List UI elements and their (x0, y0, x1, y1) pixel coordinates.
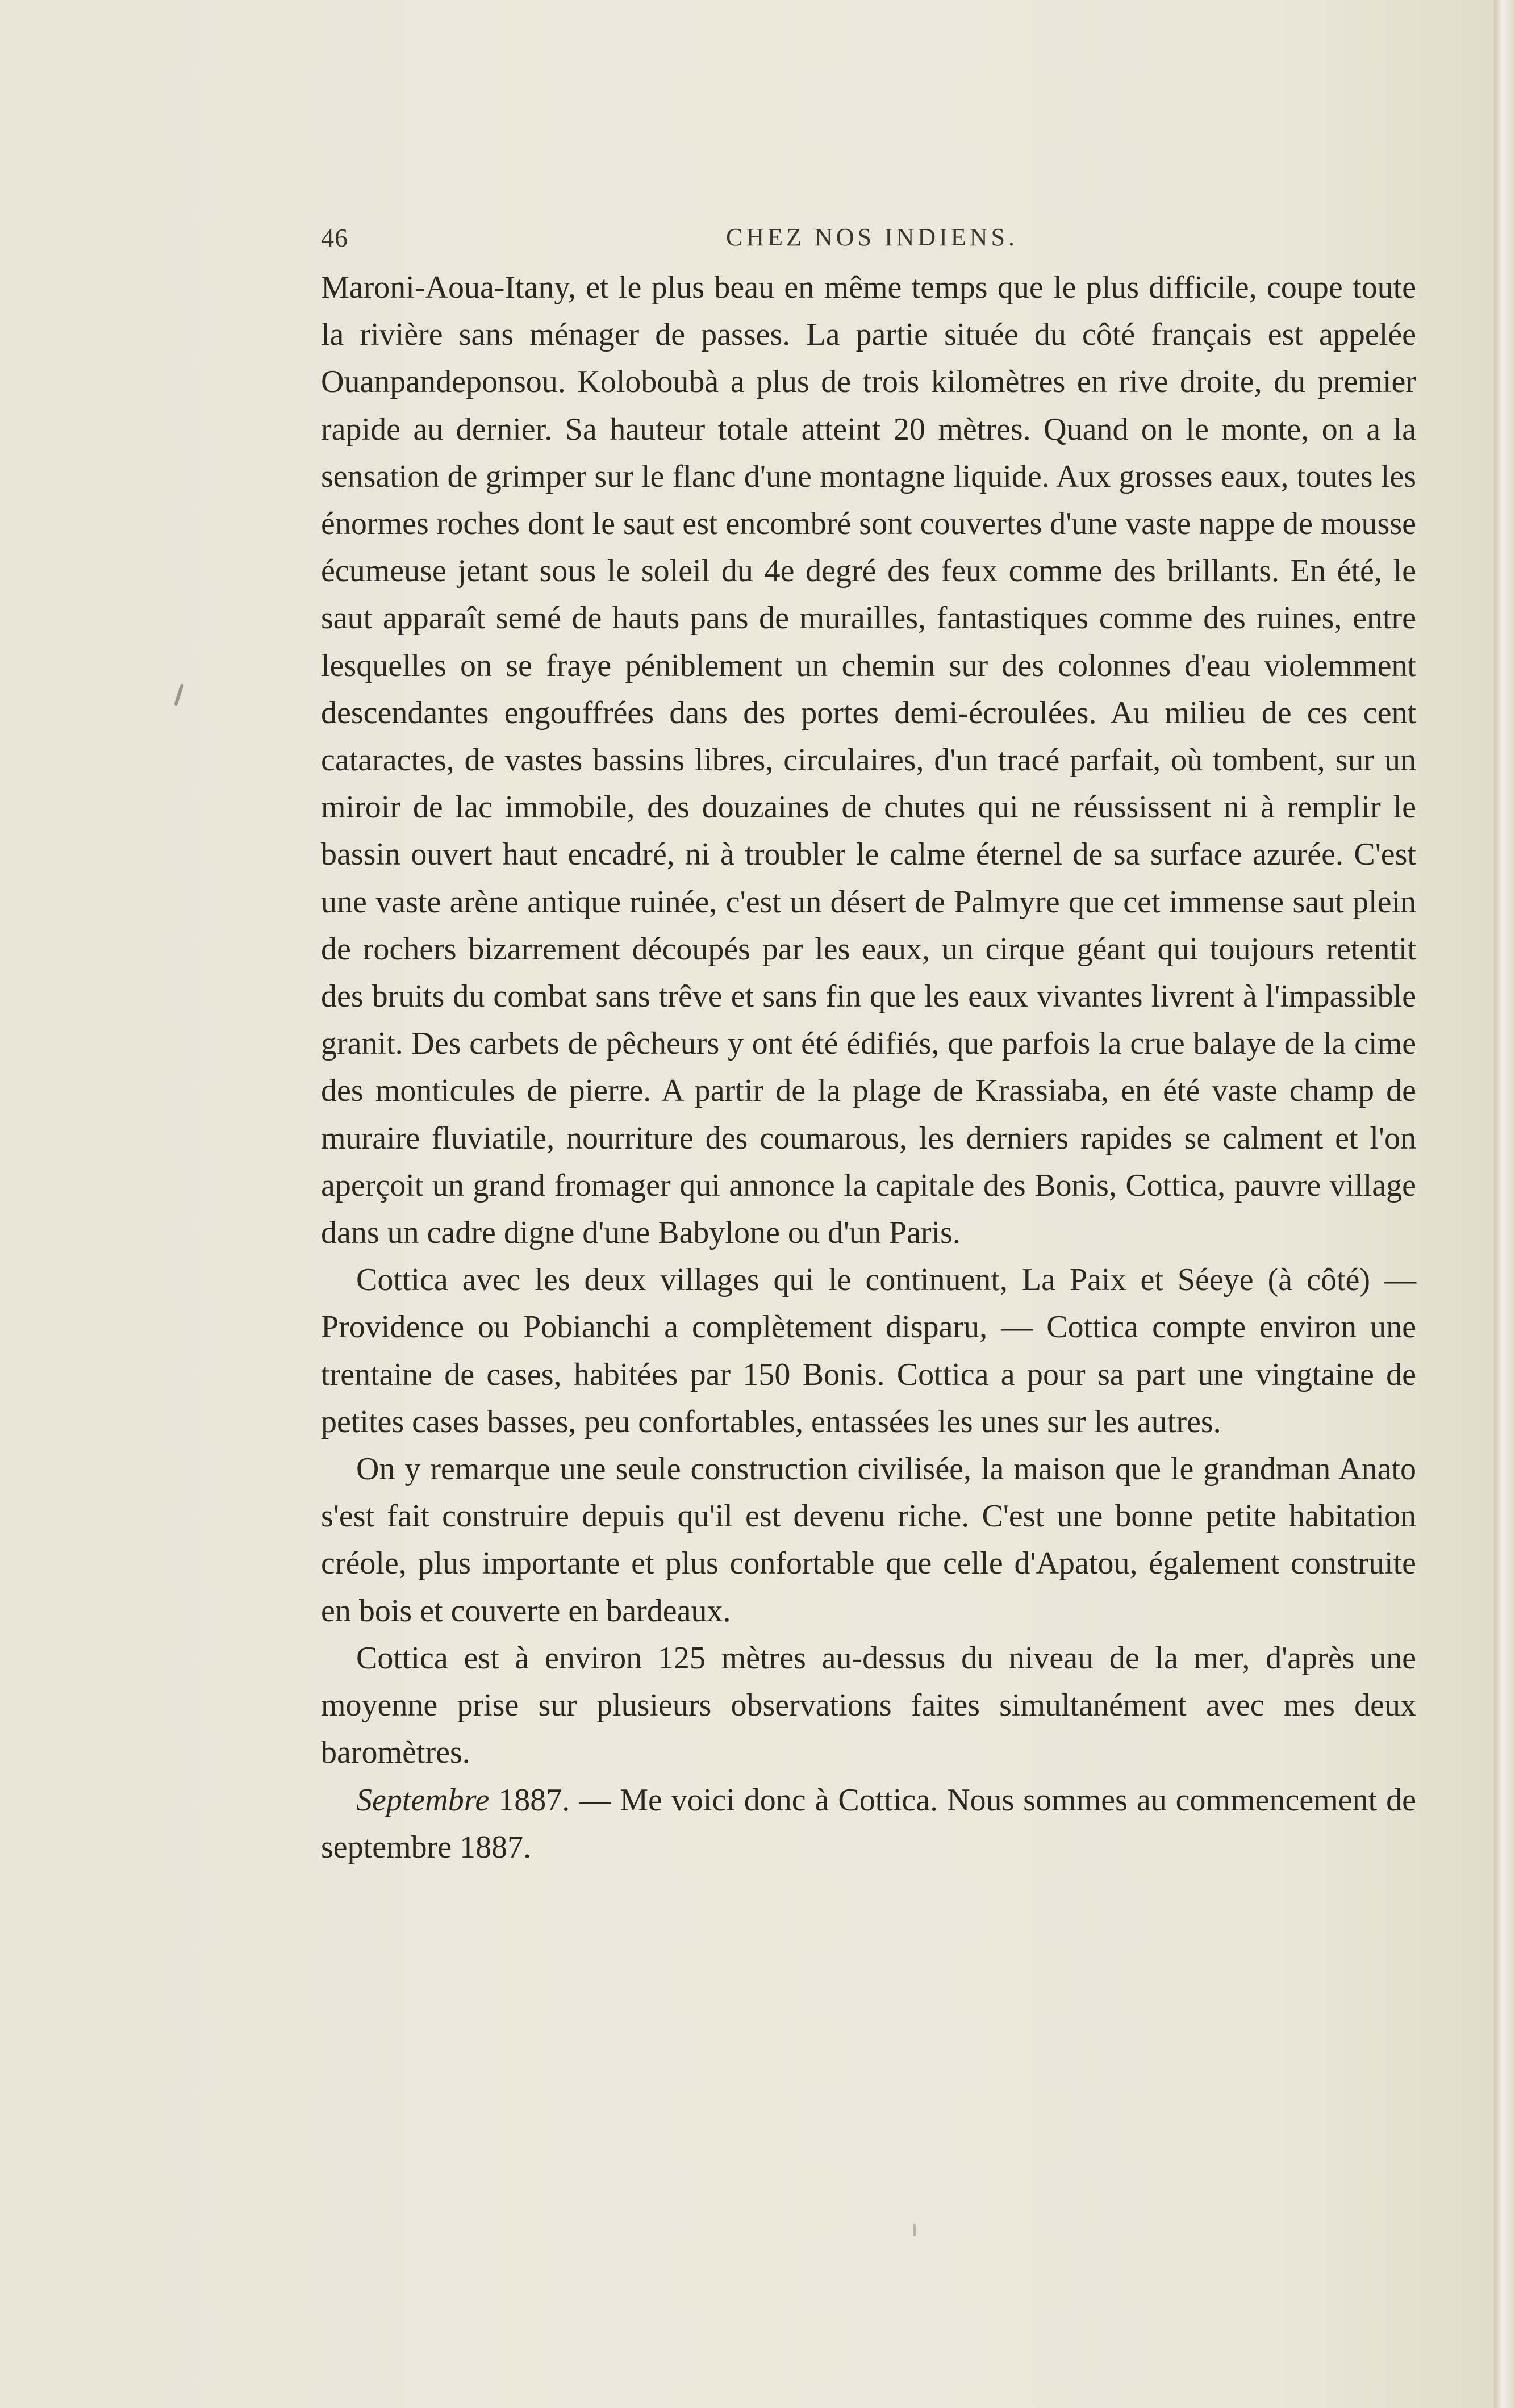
running-head: CHEZ NOS INDIENS. (726, 223, 1018, 251)
paragraph-2: Cottica avec les deux villages qui le continuent, La Paix et Séeye (à côté) — Providence ou Pobianchi a complètement disparu, — Cottica compte environ une trentaine de cases, habitées par 150 Bonis. Cottica a pour sa part une vingtaine de petites cases basses, peu confortables, entassées les unes sur les autres. (321, 1262, 1416, 1439)
body-text (321, 264, 1416, 1871)
paragraph-3: On y remarque une seule construction civilisée, la maison que le grandman Anato s'est fait construire depuis qu'il est devenu riche. C'est une bonne petite habitation créole, plus importante et plus confortable que celle d'Apatou, également construite en bois et couverte en bardeaux. (321, 1451, 1416, 1629)
paragraph-5-text: 1887. — Me voici donc à Cottica. Nous sommes au commencement de septembre 1887. (321, 1782, 1416, 1865)
date-label: Septembre (356, 1782, 490, 1818)
page-number: 46 (321, 223, 348, 252)
paragraph-5 (321, 1777, 1416, 1871)
page-edge (1494, 0, 1515, 2408)
paragraph-4: Cottica est à environ 125 mètres au-dessus du niveau de la mer, d'après une moyenne prise sur plusieurs observations faites simultanément avec mes deux baromètres. (321, 1640, 1416, 1771)
paragraph-1: Maroni-Aoua-Itany, et le plus beau en même temps que le plus difficile, coupe toute la rivière sans ménager de passes. La partie située du côté français est appelée Ouanpandeponsou. Koloboubà a plus de trois kilomètres en rive droite, du premier rapide au dernier. Sa hauteur totale atteint 20 mètres. Quand on le monte, on a la sensation de grimper sur le flanc d'une montagne liquide. Aux grosses eaux, toutes les énormes roches dont le saut est encombré sont couvertes d'une vaste nappe de mousse écumeuse jetant sous le soleil du 4e degré des feux comme des brillants. En été, le saut apparaît semé de hauts pans de murailles, fantastiques comme des ruines, entre lesquelles on se fraye péniblement un chemin sur des colonnes d'eau violemment descendantes engouffrées dans des portes demi-écroulées. Au milieu de ces cent cataractes, de vastes bassins libres, circulaires, d'un tracé parfait, où tombent, sur un miroir de lac immobile, des douzaines de chutes qui ne réussissent ni à remplir le bassin ouvert haut encadré, ni à troubler le calme éternel de sa surface azurée. C'est une vaste arène antique ruinée, c'est un désert de Palmyre que cet immense saut plein de rochers bizarrement découpés par les eaux, un cirque géant qui toujours retentit des bruits du combat sans trêve et sans fin que les eaux vivantes livrent à l'impassible granit. Des carbets de pêcheurs y ont été édifiés, que parfois la crue balaye de la cime des monticules de pierre. A partir de la plage de Krassiaba, en été vaste champ de muraire fluviatile, nourriture des coumarous, les derniers rapides se calment et l'on aperçoit un grand fromager qui annonce la capitale des Bonis, Cottica, pauvre village dans un cadre digne d'une Babylone ou d'un Paris. (321, 270, 1416, 1251)
footer-mark (913, 2224, 916, 2236)
page-header (321, 223, 1423, 257)
